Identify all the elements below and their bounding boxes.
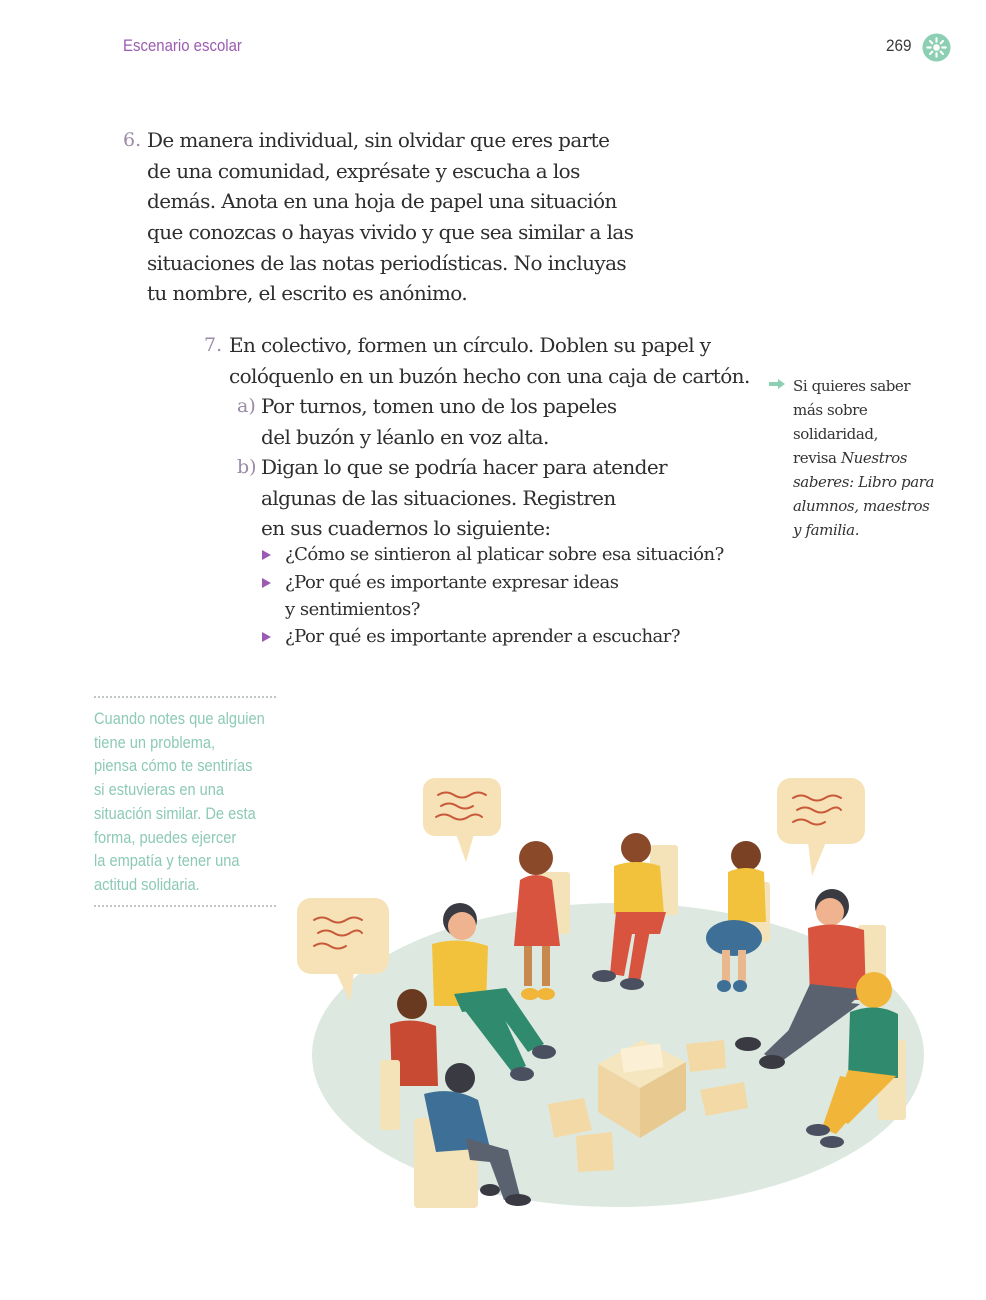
tip-line: la empatía y tener una [94,851,240,871]
sidenote-line: solidaridad, [793,425,878,443]
question-bullet: ¿Por qué es importante aprender a escuchar? [285,626,681,647]
item-6-line: De manera individual, sin olvidar que eres parte [147,128,610,152]
triangle-bullet-icon [262,550,271,560]
item-7-line: colóquenlo en un buzón hecho con una caja de cartón. [229,364,750,388]
item-6-line: situaciones de las notas periodísticas. No incluyas [147,251,627,275]
tip-line: actitud solidaria. [94,874,200,894]
tip-line: tiene un problema, [94,732,216,752]
subitem-b-line: algunas de las situaciones. Registren [261,486,616,510]
subitem-a-line: del buzón y léanlo en voz alta. [261,425,549,449]
tip-line: forma, puedes ejercer [94,827,237,847]
sidenote-line [793,518,973,542]
book-title: y familia. [793,521,860,539]
item-6-line: de una comunidad, exprésate y escucha a los [147,159,580,183]
item-6-line: demás. Anota en una hoja de papel una situación [147,189,617,213]
tip-line: Cuando notes que alguien [94,709,265,728]
arrow-right-icon [768,378,786,390]
book-title: Nuestros [840,449,908,467]
tip-line: situación similar. De esta [94,803,256,823]
empathy-tip-box [94,696,276,907]
speech-bubble-icon [423,778,501,862]
book-title: alumnos, maestros [793,497,930,515]
sidenote-line [793,470,973,494]
subitem-b-line: en sus cuadernos lo siguiente: [261,516,551,540]
subitem-b-line: Digan lo que se podría hacer para atender [261,455,668,479]
sidenote-text: revisa [793,449,841,467]
item-7-number: 7. [204,334,223,356]
item-7-line: En colectivo, formen un círculo. Doblen su papel y [229,333,711,357]
triangle-bullet-icon [262,632,271,642]
question-bullet-continued: y sentimientos? [285,599,420,620]
item-6-line: tu nombre, el escrito es anónimo. [147,281,468,305]
subitem-a-line: Por turnos, tomen uno de los papeles [261,394,617,418]
sidenote-line [793,446,973,470]
item-6-number: 6. [123,129,142,151]
section-title: Escenario escolar [123,36,242,55]
circle-discussion-illustration [290,770,930,1240]
item-6-line: que conozcas o hayas vivido y que sea similar a las [147,220,634,244]
question-bullet: ¿Por qué es importante expresar ideas [285,572,619,593]
speech-bubble-icon [777,778,865,876]
tip-line: piensa cómo te sentirías [94,756,253,776]
sidenote [793,374,973,542]
sidenote-line: Si quieres saber [793,377,911,395]
sidenote-line: más sobre [793,401,868,419]
subitem-b-letter: b) [237,456,257,478]
question-bullet: ¿Cómo se sintieron al platicar sobre esa situación? [285,544,724,565]
triangle-bullet-icon [262,578,271,588]
book-title: saberes: Libro para [793,473,935,491]
sidenote-line [793,494,973,518]
page-number: 269 [886,36,912,55]
tip-line: si estuvieras en una [94,780,225,800]
subitem-a-letter: a) [237,395,256,417]
sun-flower-icon [922,33,951,62]
